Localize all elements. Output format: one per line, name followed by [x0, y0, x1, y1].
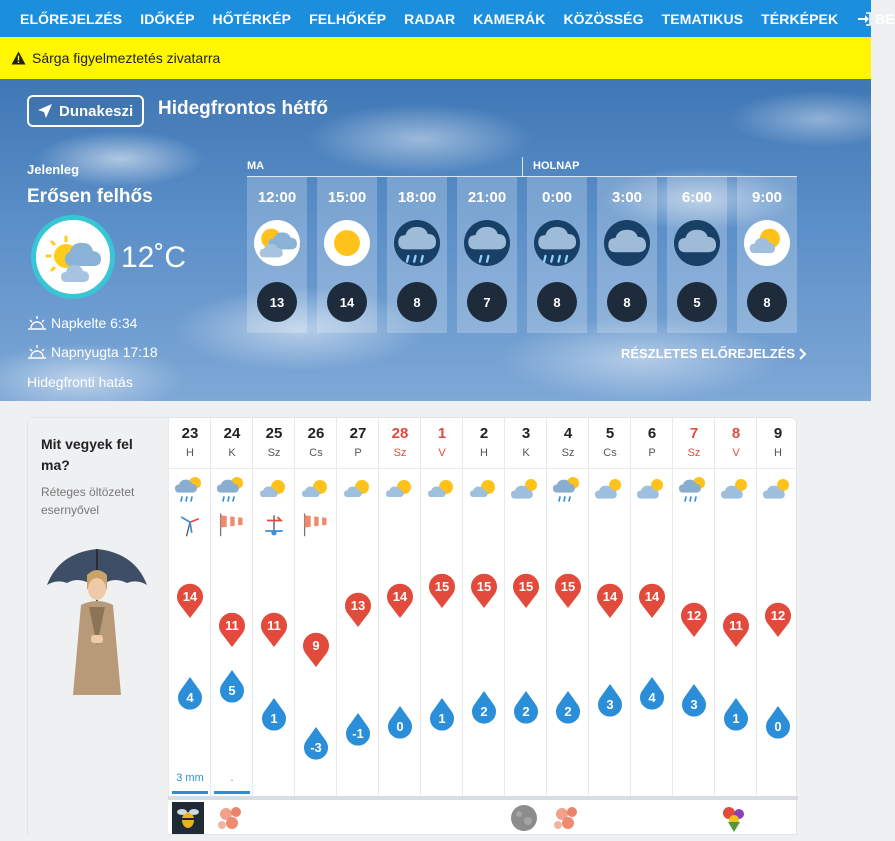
day-of-week: H — [480, 447, 488, 459]
day-of-week: V — [732, 447, 740, 459]
day-number: 28 — [391, 425, 409, 442]
hour-temperature: 13 — [257, 282, 297, 322]
min-temp-drop — [470, 691, 498, 725]
max-temp-value: 12 — [686, 608, 702, 624]
max-temp-value: 14 — [602, 588, 618, 604]
woman-with-umbrella-icon — [43, 545, 151, 699]
windmill-icon — [176, 510, 204, 536]
min-temp-value: 4 — [648, 689, 656, 705]
day-column[interactable] — [714, 418, 756, 796]
max-temp-pin — [764, 602, 792, 638]
column-separator — [295, 468, 337, 469]
hour-temperature: 8 — [607, 282, 647, 322]
hour-card[interactable] — [737, 177, 797, 333]
day-column[interactable] — [336, 418, 378, 796]
chevron-right-icon — [799, 348, 807, 360]
hour-temperature: 14 — [327, 282, 367, 322]
day-of-week: P — [354, 447, 362, 459]
login-icon — [857, 12, 871, 26]
warning-text: Sárga figyelmeztetés zivatarra — [32, 50, 221, 66]
cloud-sun-icon — [762, 474, 794, 506]
sunrise-text: Napkelte 6:34 — [51, 315, 138, 331]
location-arrow-icon — [37, 103, 53, 119]
hour-temperature: 8 — [747, 282, 787, 322]
day-of-week: Sz — [393, 447, 407, 459]
max-temp-pin — [176, 583, 204, 619]
nav-item-2[interactable]: HŐTÉRKÉP — [212, 10, 292, 27]
nav-item-6[interactable]: KÖZÖSSÉG — [563, 10, 644, 27]
day-number: 7 — [689, 425, 699, 442]
hour-temperature: 5 — [677, 282, 717, 322]
max-temp-pin — [344, 592, 372, 628]
empty-tile — [672, 800, 713, 836]
hour-temperature: 8 — [537, 282, 577, 322]
min-temp-drop — [722, 698, 750, 732]
column-separator — [337, 468, 379, 469]
day-of-week: H — [186, 447, 194, 459]
current-weather-hero — [0, 79, 871, 401]
warning-banner[interactable] — [0, 37, 871, 79]
day-of-week: K — [522, 447, 530, 459]
min-temp-value: 3 — [690, 697, 698, 712]
day-of-week: Cs — [603, 447, 617, 459]
day-column[interactable] — [672, 418, 714, 796]
min-temp-value: -1 — [352, 725, 364, 741]
min-temp-value: 1 — [270, 711, 278, 727]
day-number: 4 — [563, 425, 573, 442]
max-temp-pin — [260, 612, 288, 648]
max-temp-pin — [554, 573, 582, 609]
column-separator — [547, 468, 589, 469]
day-of-week: Sz — [267, 447, 281, 459]
day-title: Hidegfrontos hétfő — [158, 98, 328, 119]
hour-card[interactable] — [387, 177, 447, 333]
outfit-subtitle: Réteges öltözetet esernyővel — [41, 485, 135, 517]
sunset-row — [27, 344, 158, 360]
max-temp-value: 11 — [225, 618, 239, 633]
current-condition: Erősen felhős — [27, 186, 153, 207]
nav-item-5[interactable]: KAMERÁK — [473, 10, 546, 27]
sun-cloud-rain-icon — [678, 474, 710, 506]
hour-time: 6:00 — [681, 189, 713, 206]
rain-cloud-icon — [394, 220, 440, 266]
sun-cloud-rain-icon — [552, 474, 584, 506]
max-temp-value: 15 — [560, 578, 576, 594]
max-temp-value: 11 — [729, 618, 743, 633]
column-separator — [463, 468, 505, 469]
hour-card[interactable] — [597, 177, 657, 333]
moon-icon[interactable] — [504, 800, 545, 836]
day-column[interactable] — [378, 418, 420, 796]
min-temp-value: 2 — [564, 704, 572, 720]
day-column[interactable] — [546, 418, 588, 796]
hour-card[interactable] — [457, 177, 517, 333]
heavy-rain-cloud-icon — [534, 220, 580, 266]
hour-temperature: 8 — [397, 282, 437, 322]
column-separator — [421, 468, 463, 469]
day-number: 23 — [181, 425, 199, 442]
sun-cloud-icon — [300, 474, 332, 506]
min-temp-value: 0 — [774, 718, 782, 734]
day-number: 9 — [773, 425, 783, 442]
sun-cloud-icon — [342, 474, 374, 506]
min-temp-value: -3 — [310, 740, 322, 756]
login-label: BE — [875, 10, 895, 27]
day-column[interactable] — [756, 418, 798, 796]
pollen-icon[interactable] — [210, 800, 251, 836]
now-label: Jelenleg — [27, 162, 80, 177]
max-temp-value: 9 — [312, 637, 320, 653]
column-separator — [715, 468, 757, 469]
day-number: 5 — [605, 425, 615, 442]
empty-tile — [336, 800, 377, 836]
login-button[interactable] — [847, 11, 894, 27]
max-temp-pin — [428, 573, 456, 609]
location-button[interactable] — [27, 95, 144, 127]
cloud-sun-icon — [720, 474, 752, 506]
max-temp-value: 15 — [476, 578, 492, 594]
cloud-sun-icon — [510, 474, 542, 506]
day-column[interactable] — [420, 418, 462, 796]
sunrise-icon — [27, 315, 47, 331]
empty-tile — [420, 800, 461, 836]
precipitation-amount: 3 mm — [176, 772, 204, 784]
day-column[interactable] — [504, 418, 546, 796]
max-temp-value: 14 — [392, 588, 408, 604]
sunrise-row — [27, 315, 137, 331]
max-temp-pin — [302, 632, 330, 668]
day-number: 25 — [265, 425, 283, 442]
max-temp-pin — [596, 583, 624, 619]
max-temp-pin — [680, 602, 708, 638]
min-temp-drop — [512, 691, 540, 725]
hour-time: 18:00 — [397, 189, 437, 206]
min-temp-value: 5 — [228, 682, 236, 698]
hour-time: 21:00 — [467, 189, 507, 206]
cloud-icon — [674, 220, 720, 266]
sun-cloud-icon — [384, 474, 416, 506]
outfit-sidebar — [28, 418, 168, 836]
min-temp-drop — [218, 670, 246, 704]
max-temp-value: 15 — [434, 578, 450, 594]
empty-tile — [588, 800, 629, 836]
windsock-icon — [302, 510, 330, 536]
day-divider — [522, 157, 523, 177]
nav-item-1[interactable]: IDŐKÉP — [140, 10, 195, 27]
empty-tile — [252, 800, 293, 836]
warning-icon — [11, 51, 26, 65]
column-separator — [631, 468, 673, 469]
cloud-sun-icon — [594, 474, 626, 506]
precipitation-bar — [172, 791, 208, 794]
day-column[interactable] — [210, 418, 252, 796]
column-separator — [253, 468, 295, 469]
nav-item-3[interactable]: FELHŐKÉP — [309, 10, 387, 27]
sun-cloud-rain-icon — [216, 474, 248, 506]
day-column[interactable] — [252, 418, 294, 796]
min-temp-value: 3 — [606, 697, 614, 712]
hour-time: 15:00 — [327, 189, 367, 206]
min-temp-drop — [176, 677, 204, 711]
day-of-week: Sz — [561, 447, 575, 459]
min-temp-drop — [554, 691, 582, 725]
location-name: Dunakeszi — [59, 102, 134, 120]
day-of-week: H — [774, 447, 782, 459]
min-temp-value: 2 — [480, 704, 488, 720]
day-column[interactable] — [588, 418, 630, 796]
min-temp-value: 0 — [396, 718, 404, 734]
hour-time: 12:00 — [257, 189, 297, 206]
max-temp-pin — [470, 573, 498, 609]
max-temp-value: 14 — [644, 588, 660, 604]
sun-icon — [324, 220, 370, 266]
column-separator — [505, 468, 547, 469]
min-temp-value: 4 — [186, 689, 194, 705]
sun-cloud-icon — [468, 474, 500, 506]
hour-card[interactable] — [247, 177, 307, 333]
day-of-week: V — [438, 447, 446, 459]
nav-item-8[interactable]: TÉRKÉPEK — [761, 10, 839, 27]
day-number: 6 — [647, 425, 657, 442]
min-temp-drop — [764, 706, 792, 740]
day-column[interactable] — [462, 418, 504, 796]
nav-item-0[interactable]: ELŐREJELZÉS — [20, 10, 123, 27]
hour-card[interactable] — [527, 177, 587, 333]
cloud-icon — [604, 220, 650, 266]
daily-forecast-panel — [27, 417, 797, 835]
hour-time: 3:00 — [611, 189, 643, 206]
max-temp-value: 15 — [518, 578, 534, 594]
sunset-icon — [27, 344, 47, 360]
column-separator — [379, 468, 421, 469]
outfit-title: Mit vegyek fel ma? — [41, 436, 133, 473]
max-temp-value: 13 — [350, 598, 366, 614]
bee-icon[interactable] — [168, 800, 209, 836]
drizzle-cloud-icon — [464, 220, 510, 266]
day-number: 24 — [223, 425, 241, 442]
max-temp-pin — [638, 583, 666, 619]
today-label: MA — [247, 160, 265, 172]
day-number: 1 — [437, 425, 447, 442]
column-separator — [757, 468, 799, 469]
day-column[interactable] — [168, 418, 210, 796]
cloud-sun-icon — [636, 474, 668, 506]
column-separator — [169, 468, 211, 469]
weathervane-icon — [260, 510, 288, 536]
detailed-forecast-link[interactable] — [621, 346, 807, 361]
windsock-icon — [218, 510, 246, 536]
hour-temperature: 7 — [467, 282, 507, 322]
day-of-week: Sz — [687, 447, 701, 459]
current-temperature: 12˚C — [121, 241, 187, 274]
precipitation-bar — [214, 791, 250, 794]
hour-card[interactable] — [667, 177, 727, 333]
sunset-text: Napnyugta 17:18 — [51, 344, 158, 360]
day-of-week: K — [228, 447, 236, 459]
tomorrow-label: HOLNAP — [533, 160, 580, 172]
precipitation-amount: . — [230, 772, 234, 784]
empty-tile — [294, 800, 335, 836]
sun-cloud-icon — [258, 474, 290, 506]
empty-tile — [630, 800, 671, 836]
day-number: 8 — [731, 425, 741, 442]
partly-cloudy-icon — [254, 220, 300, 266]
day-number: 27 — [349, 425, 367, 442]
min-temp-drop — [302, 727, 330, 761]
pollen-icon[interactable] — [546, 800, 587, 836]
day-number: 3 — [521, 425, 531, 442]
min-temp-value: 2 — [522, 704, 530, 720]
day-column[interactable] — [294, 418, 336, 796]
min-temp-drop — [386, 706, 414, 740]
day-number: 2 — [479, 425, 489, 442]
top-nav — [0, 0, 895, 37]
detailed-forecast-label: RÉSZLETES ELŐREJELZÉS — [621, 346, 796, 361]
min-temp-value: 1 — [732, 711, 740, 727]
hour-time: 0:00 — [541, 189, 573, 206]
nav-item-4[interactable]: RADAR — [404, 10, 456, 27]
max-temp-value: 12 — [770, 608, 786, 624]
nav-item-7[interactable]: TEMATIKUS — [661, 10, 744, 27]
column-separator — [589, 468, 631, 469]
hour-card[interactable] — [317, 177, 377, 333]
max-temp-pin — [386, 583, 414, 619]
sun-cloud-rain-icon — [174, 474, 206, 506]
column-separator — [211, 468, 253, 469]
max-temp-value: 11 — [267, 618, 281, 633]
empty-tile — [378, 800, 419, 836]
min-temp-drop — [680, 684, 708, 718]
min-temp-drop — [638, 677, 666, 711]
day-of-week: Cs — [309, 447, 323, 459]
max-temp-pin — [218, 612, 246, 648]
sun-behind-cloud-icon — [744, 220, 790, 266]
partly-cloudy-icon — [31, 215, 115, 299]
empty-tile — [462, 800, 503, 836]
sun-cloud-icon — [426, 474, 458, 506]
min-temp-drop — [260, 698, 288, 732]
front-note: Hidegfronti hatás — [27, 374, 133, 390]
min-temp-drop — [596, 684, 624, 718]
min-temp-value: 1 — [438, 711, 446, 727]
hour-time: 9:00 — [751, 189, 783, 206]
max-temp-pin — [512, 573, 540, 609]
day-of-week: P — [648, 447, 656, 459]
day-number: 26 — [307, 425, 325, 442]
max-temp-pin — [722, 612, 750, 648]
empty-tile — [756, 800, 797, 836]
max-temp-value: 14 — [182, 588, 198, 604]
day-column[interactable] — [630, 418, 672, 796]
min-temp-drop — [428, 698, 456, 732]
min-temp-drop — [344, 713, 372, 747]
flowers-icon[interactable] — [714, 800, 755, 836]
column-separator — [673, 468, 715, 469]
